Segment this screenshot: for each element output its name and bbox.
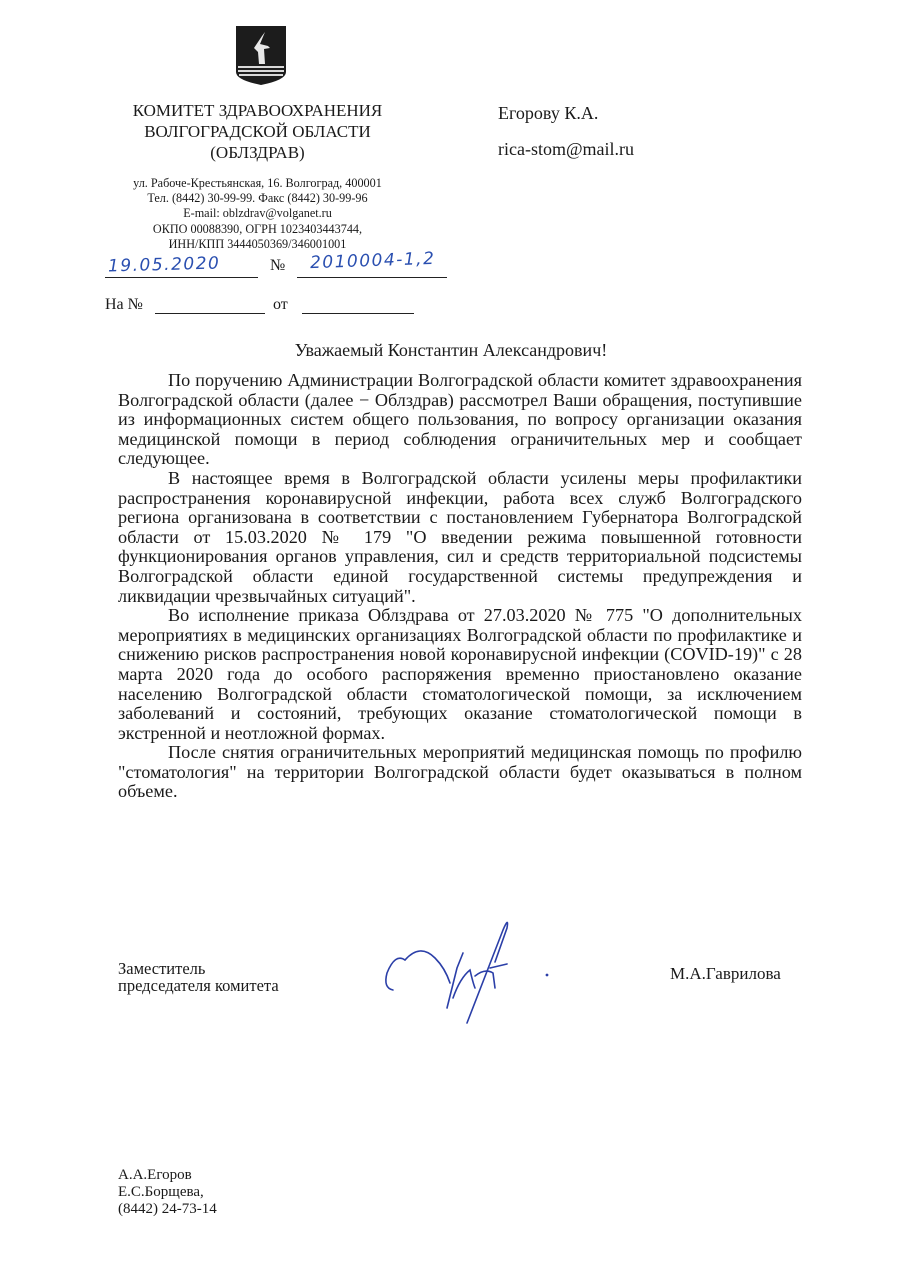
letter-body (118, 371, 802, 802)
from-label: от (273, 296, 288, 313)
signatory-name: М.А.Гаврилова (670, 964, 781, 983)
reply-to-label: На № (105, 296, 143, 313)
registration-line (105, 248, 465, 281)
handwritten-signature-icon (375, 898, 575, 1018)
org-line: (ОБЛЗДРАВ) (210, 143, 305, 162)
executor-line: Е.С.Борщева, (118, 1184, 204, 1200)
address-line: ОКПО 00088390, ОГРН 1023403443744, (152, 221, 363, 236)
address-line: E-mail: oblzdrav@volganet.ru (183, 206, 332, 221)
org-line: ВОЛГОГРАДСКОЙ ОБЛАСТИ (144, 122, 371, 141)
number-sign: № (270, 257, 286, 274)
organization-address (105, 176, 410, 252)
recipient-name: Егорову К.А. (498, 103, 599, 123)
recipient-block (498, 95, 634, 167)
signatory-title (118, 960, 279, 994)
document-number: 2010004-1,2 (309, 248, 436, 274)
greeting: Уважаемый Константин Александрович! (294, 340, 608, 360)
executor-line: А.А.Егоров (118, 1167, 192, 1183)
paragraph: По поручению Администрации Волгоградской области комитет здравоохранения Волгоградской области (далее − Облздрав) рассмотрел Ваши обращения, поступившие из информационных систем общего пользования, по вопросу организации оказания медицинской помощи в период соблюдения ограничительных мер и сообщает следующее. (118, 370, 802, 469)
recipient-email: rica-stom@mail.ru (498, 139, 635, 159)
address-line: ИНН/КПП 3444050369/346001001 (168, 236, 347, 251)
organization-name (105, 100, 410, 163)
org-line: КОМИТЕТ ЗДРАВООХРАНЕНИЯ (132, 101, 383, 120)
address-line: Тел. (8442) 30-99-99. Факс (8442) 30-99-96 (147, 191, 368, 206)
paragraph: Во исполнение приказа Облздрава от 27.03.2020 № 775 "О дополнительных мероприятиях в медицинских организациях Волгоградской области по профилактике и снижению рисков распространения новой коронавирусной инфекции (COVID-19)" с 28 марта 2020 года до особого распоряжения временно приостановлено оказание населению Волгоградской области стоматологической помощи, за исключением заболеваний и состояний, требующих оказание стоматологической помощи в экстренной и неотложной формах. (118, 605, 802, 743)
title-line: председателя комитета (118, 976, 279, 995)
paragraph: После снятия ограничительных мероприятий медицинская помощь по профилю "стоматология" на территории Волгоградской области будет оказываться в полном объеме. (118, 742, 802, 802)
executor-block (118, 1167, 217, 1218)
executor-line: (8442) 24-73-14 (118, 1201, 217, 1217)
address-line: ул. Рабоче-Крестьянская, 16. Волгоград, 400001 (133, 176, 382, 190)
coat-of-arms-icon (234, 24, 288, 86)
document-date: 19.05.2020 (107, 253, 221, 277)
title-line: Заместитель (118, 959, 206, 978)
paragraph: В настоящее время в Волгоградской области усилены меры профилактики распространения коронавирусной инфекции, работа всех служб Волгоградского региона организована в соответствии с постановлением Губернатора Волгоградской области от 15.03.2020 № 179 "О введении режима повышенной готовности функционирования органов управления, сил и средств территориальной подсистемы Волгоградской области единой государственной системы предупреждения и ликвидации чрезвычайных ситуаций". (118, 467, 802, 606)
